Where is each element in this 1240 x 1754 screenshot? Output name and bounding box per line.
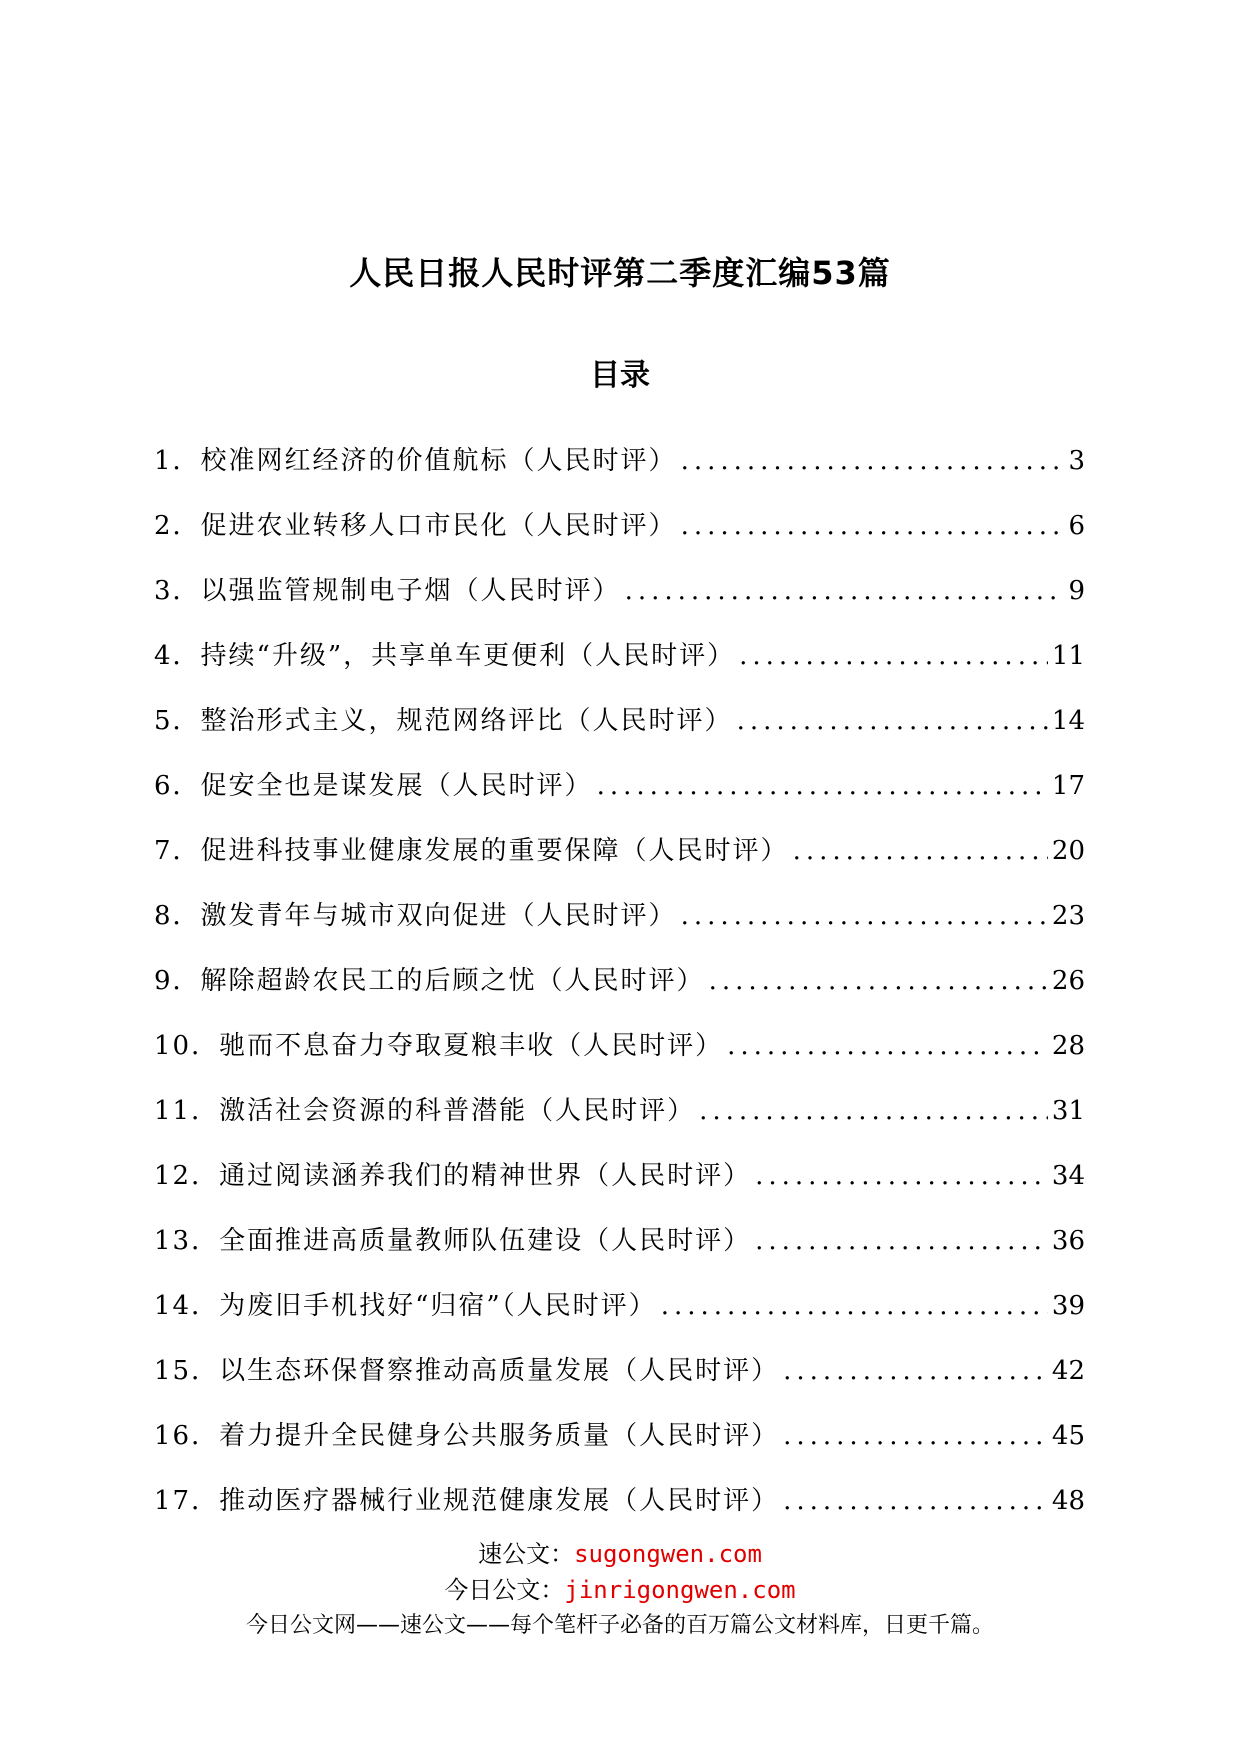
toc-dot-leader bbox=[737, 706, 1048, 736]
toc-dot-leader bbox=[625, 576, 1065, 606]
toc-entry[interactable] bbox=[154, 440, 1085, 505]
toc-entry[interactable] bbox=[154, 1025, 1085, 1090]
toc-entry[interactable] bbox=[154, 635, 1085, 700]
toc-entry-title: 激活社会资源的科普潜能（人民时评） bbox=[219, 1096, 696, 1126]
toc-entry-number: 17． bbox=[154, 1486, 220, 1516]
toc-dot-leader bbox=[793, 836, 1048, 866]
toc-entry-number: 7． bbox=[154, 836, 201, 866]
toc-entry[interactable] bbox=[154, 1415, 1085, 1480]
footer-sugongwen bbox=[0, 1536, 1240, 1572]
toc-entry-page: 31 bbox=[1051, 1096, 1085, 1126]
toc-entry[interactable] bbox=[154, 1350, 1085, 1415]
toc-entry-title: 推动医疗器械行业规范健康发展（人民时评） bbox=[219, 1486, 780, 1516]
footer-jinrigongwen-label: 今日公文： bbox=[444, 1576, 565, 1604]
toc-entry-page: 36 bbox=[1051, 1226, 1085, 1256]
footer-jinrigongwen bbox=[0, 1572, 1240, 1608]
toc-entry-number: 16． bbox=[154, 1421, 220, 1451]
toc-entry-page: 28 bbox=[1051, 1031, 1085, 1061]
toc-entry-title: 校准网红经济的价值航标（人民时评） bbox=[200, 446, 677, 476]
toc-dot-leader bbox=[783, 1356, 1048, 1386]
toc-dot-leader bbox=[681, 901, 1048, 931]
toc-entry-number: 5． bbox=[154, 706, 201, 736]
toc-dot-leader bbox=[739, 641, 1048, 671]
toc-entry-number: 3． bbox=[154, 576, 201, 606]
toc-entry-title: 着力提升全民健身公共服务质量（人民时评） bbox=[219, 1421, 780, 1451]
toc-entry-page: 34 bbox=[1051, 1161, 1085, 1191]
toc-dot-leader bbox=[727, 1031, 1048, 1061]
toc-entry-title: 以强监管规制电子烟（人民时评） bbox=[200, 576, 621, 606]
toc-entry-title: 为废旧手机找好“归宿”（人民时评） bbox=[219, 1291, 657, 1321]
toc-dot-leader bbox=[755, 1161, 1048, 1191]
document-title: 人民日报人民时评第二季度汇编53篇 bbox=[349, 254, 891, 292]
toc-entry-number: 6． bbox=[154, 771, 201, 801]
toc-entry-title: 激发青年与城市双向促进（人民时评） bbox=[200, 901, 677, 931]
toc-dot-leader bbox=[597, 771, 1048, 801]
toc-entry-title: 持续“升级”，共享单车更便利（人民时评） bbox=[200, 641, 736, 671]
toc-dot-leader bbox=[783, 1486, 1048, 1516]
toc-entry-number: 10． bbox=[154, 1031, 220, 1061]
toc-entry[interactable] bbox=[154, 700, 1085, 765]
toc-entry-title: 驰而不息奋力夺取夏粮丰收（人民时评） bbox=[219, 1031, 724, 1061]
toc-entry-title: 整治形式主义，规范网络评比（人民时评） bbox=[200, 706, 733, 736]
toc-entry-title: 促进科技事业健康发展的重要保障（人民时评） bbox=[200, 836, 789, 866]
page-footer bbox=[0, 1536, 1240, 1644]
toc-entry[interactable] bbox=[154, 1285, 1085, 1350]
toc-entry-page: 3 bbox=[1068, 446, 1085, 476]
sugongwen-link[interactable]: sugongwen.com bbox=[574, 1540, 762, 1568]
toc-entry-page: 45 bbox=[1051, 1421, 1085, 1451]
toc-entry-number: 2． bbox=[154, 511, 201, 541]
toc-entry-number: 12． bbox=[154, 1161, 220, 1191]
toc-entry-page: 9 bbox=[1068, 576, 1085, 606]
toc-entry-page: 23 bbox=[1051, 901, 1085, 931]
toc-dot-leader bbox=[755, 1226, 1048, 1256]
toc-dot-leader bbox=[709, 966, 1048, 996]
toc-entry-number: 8． bbox=[154, 901, 201, 931]
toc-entry[interactable] bbox=[154, 765, 1085, 830]
toc-entry-page: 17 bbox=[1051, 771, 1085, 801]
toc-entry-title: 以生态环保督察推动高质量发展（人民时评） bbox=[219, 1356, 780, 1386]
toc-entry-number: 14． bbox=[154, 1291, 220, 1321]
toc-heading: 目录 bbox=[590, 358, 650, 393]
toc-entry-page: 48 bbox=[1051, 1486, 1085, 1516]
toc-entry-number: 1． bbox=[154, 446, 201, 476]
toc-entry-page: 39 bbox=[1051, 1291, 1085, 1321]
toc-entry-number: 15． bbox=[154, 1356, 220, 1386]
toc-dot-leader bbox=[681, 446, 1065, 476]
toc-dot-leader bbox=[681, 511, 1065, 541]
toc-entry[interactable] bbox=[154, 830, 1085, 895]
toc-entry-title: 解除超龄农民工的后顾之忧（人民时评） bbox=[200, 966, 705, 996]
toc-entry[interactable] bbox=[154, 960, 1085, 1025]
toc-dot-leader bbox=[661, 1291, 1048, 1321]
toc-entry[interactable] bbox=[154, 1220, 1085, 1285]
toc-entry-number: 11． bbox=[154, 1096, 220, 1126]
toc-entry-page: 6 bbox=[1068, 511, 1085, 541]
table-of-contents bbox=[154, 440, 1085, 1545]
toc-entry-number: 13． bbox=[154, 1226, 220, 1256]
toc-entry-page: 42 bbox=[1051, 1356, 1085, 1386]
toc-entry-title: 全面推进高质量教师队伍建设（人民时评） bbox=[219, 1226, 752, 1256]
toc-entry-page: 20 bbox=[1051, 836, 1085, 866]
footer-slogan: 今日公文网——速公文——每个笔杆子必备的百万篇公文材料库，日更千篇。 bbox=[245, 1613, 994, 1638]
toc-entry-title: 促安全也是谋发展（人民时评） bbox=[200, 771, 593, 801]
toc-entry-page: 14 bbox=[1051, 706, 1085, 736]
toc-entry[interactable] bbox=[154, 895, 1085, 960]
toc-entry[interactable] bbox=[154, 1090, 1085, 1155]
toc-entry[interactable] bbox=[154, 1155, 1085, 1220]
jinrigongwen-link[interactable]: jinrigongwen.com bbox=[564, 1576, 796, 1604]
toc-dot-leader bbox=[699, 1096, 1048, 1126]
toc-entry-page: 26 bbox=[1051, 966, 1085, 996]
toc-entry[interactable] bbox=[154, 505, 1085, 570]
toc-entry-title: 通过阅读涵养我们的精神世界（人民时评） bbox=[219, 1161, 752, 1191]
toc-entry-page: 11 bbox=[1051, 641, 1085, 671]
toc-entry[interactable] bbox=[154, 570, 1085, 635]
toc-entry-number: 4． bbox=[154, 641, 201, 671]
toc-dot-leader bbox=[783, 1421, 1048, 1451]
toc-entry-number: 9． bbox=[154, 966, 201, 996]
toc-entry-title: 促进农业转移人口市民化（人民时评） bbox=[200, 511, 677, 541]
footer-sugongwen-label: 速公文： bbox=[478, 1540, 575, 1568]
